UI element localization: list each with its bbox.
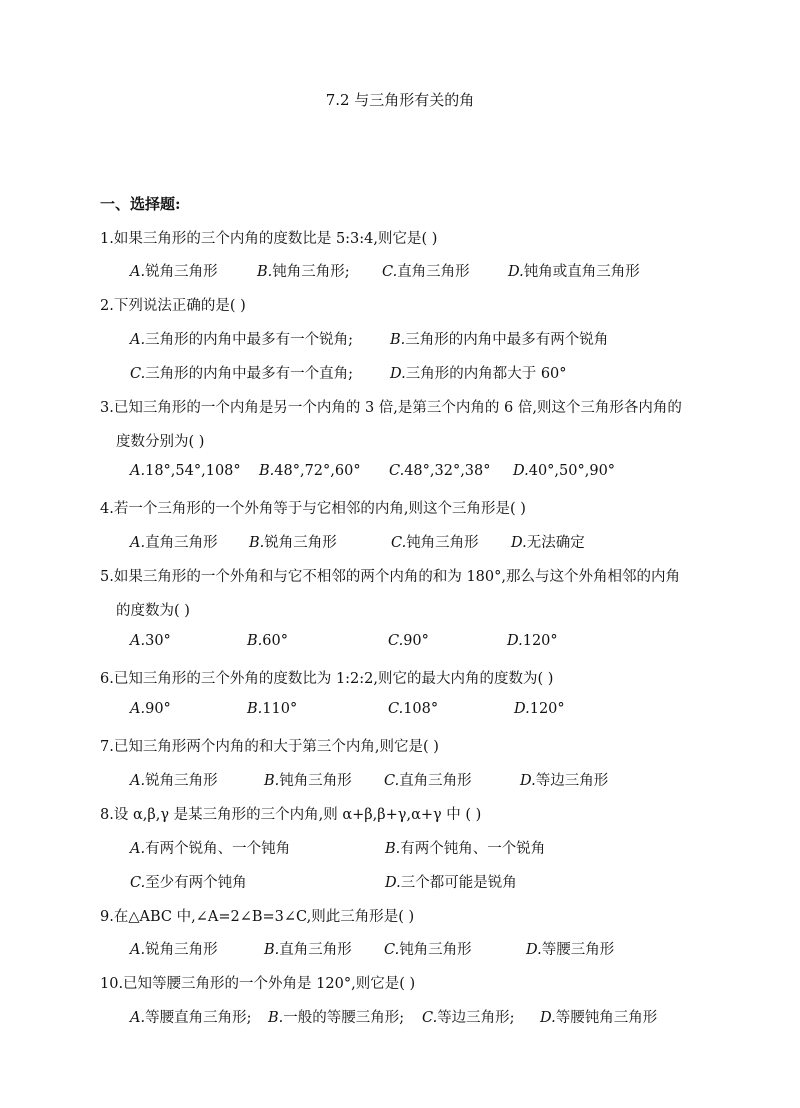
question-2: 2.下列说法正确的是( )	[100, 298, 246, 314]
q2-option-d: D.三角形的内角都大于 60°	[390, 366, 567, 382]
q1-option-c: C.直角三角形	[382, 264, 470, 280]
q2-option-b: B.三角形的内角中最多有两个锐角	[390, 332, 609, 348]
q5-option-c: C.90°	[388, 633, 429, 649]
question-4: 4.若一个三角形的一个外角等于与它相邻的内角,则这个三角形是( )	[100, 501, 526, 517]
q7-option-a: A.锐角三角形	[130, 773, 218, 789]
q9-option-a: A.锐角三角形	[130, 942, 218, 958]
q3-option-a: A.18°,54°,108°	[130, 463, 241, 479]
question-10: 10.已知等腰三角形的一个外角是 120°,则它是( )	[100, 976, 416, 992]
q2-option-c: C.三角形的内角中最多有一个直角;	[130, 366, 354, 382]
q7-option-d: D.等边三角形	[520, 773, 609, 789]
q2-option-a: A.三角形的内角中最多有一个锐角;	[130, 332, 353, 348]
question-8: 8.设 α,β,γ 是某三角形的三个内角,则 α+β,β+γ,α+γ 中 ( )	[100, 807, 482, 823]
question-5-continued: 的度数为( )	[116, 603, 190, 619]
question-1: 1.如果三角形的三个内角的度数比是 5:3:4,则它是( )	[100, 231, 438, 247]
q4-option-b: B.锐角三角形	[249, 535, 337, 551]
q9-option-c: C.钝角三角形	[384, 942, 472, 958]
q4-option-c: C.钝角三角形	[391, 535, 479, 551]
q10-option-a: A.等腰直角三角形;	[130, 1010, 252, 1026]
q10-option-b: B.一般的等腰三角形;	[268, 1010, 405, 1026]
q6-option-c: C.108°	[388, 701, 439, 717]
q6-option-a: A.90°	[130, 701, 171, 717]
q9-option-b: B.直角三角形	[264, 942, 352, 958]
q8-option-a: A.有两个锐角、一个钝角	[130, 841, 291, 857]
q9-option-d: D.等腰三角形	[526, 942, 615, 958]
section-heading: 一、选择题:	[100, 195, 181, 213]
q1-option-a: A.锐角三角形	[130, 264, 218, 280]
question-5: 5.如果三角形的一个外角和与它不相邻的两个内角的和为 180°,那么与这个外角相邻的内角	[100, 569, 680, 585]
q5-option-a: A.30°	[130, 633, 171, 649]
q10-option-c: C.等边三角形;	[422, 1010, 515, 1026]
question-7: 7.已知三角形两个内角的和大于第三个内角,则它是( )	[100, 739, 439, 755]
q6-option-b: B.110°	[247, 701, 298, 717]
question-3-continued: 度数分别为( )	[116, 434, 205, 450]
q4-option-d: D.无法确定	[511, 535, 585, 551]
q8-option-d: D.三个都可能是锐角	[385, 875, 517, 891]
q4-option-a: A.直角三角形	[130, 535, 218, 551]
q8-option-c: C.至少有两个钝角	[130, 875, 247, 891]
q5-option-b: B.60°	[247, 633, 288, 649]
q3-option-b: B.48°,72°,60°	[259, 463, 361, 479]
q6-option-d: D.120°	[514, 701, 565, 717]
q3-option-d: D.40°,50°,90°	[513, 463, 616, 479]
q1-option-b: B.钝角三角形;	[257, 264, 350, 280]
q5-option-d: D.120°	[507, 633, 558, 649]
q1-option-d: D.钝角或直角三角形	[508, 264, 640, 280]
question-6: 6.已知三角形的三个外角的度数比为 1:2:2,则它的最大内角的度数为( )	[100, 671, 554, 687]
page-title: 7.2 与三角形有关的角	[325, 91, 475, 109]
q7-option-b: B.钝角三角形	[264, 773, 352, 789]
question-9: 9.在△ABC 中,∠A=2∠B=3∠C,则此三角形是( )	[100, 909, 415, 925]
q8-option-b: B.有两个钝角、一个锐角	[385, 841, 546, 857]
q3-option-c: C.48°,32°,38°	[389, 463, 491, 479]
q7-option-c: C.直角三角形	[384, 773, 472, 789]
q10-option-d: D.等腰钝角三角形	[540, 1010, 658, 1026]
question-3: 3.已知三角形的一个内角是另一个内角的 3 倍,是第三个内角的 6 倍,则这个三角形各内角的	[100, 400, 682, 416]
